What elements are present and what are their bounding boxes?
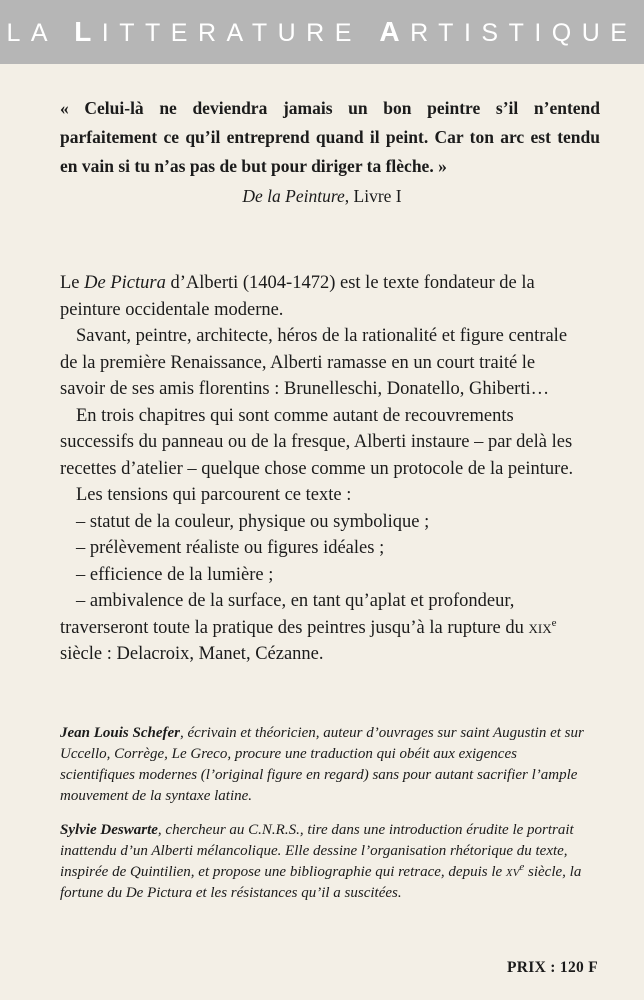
paragraph-chapitres: En trois chapitres qui sont comme autant de recouvrements successifs du panneau ou de la fresque, Alberti instaure – par delà les recettes d’atelier – quelque chose comme un protocole de la peinture. <box>60 405 574 479</box>
epigraph-source: De la Peinture, Livre I <box>242 186 402 206</box>
epigraph-quote: « Celui-là ne deviendra jamais un bon peintre s’il n’entend parfaitement ce qu’il entreprend quand il peint. Car ton arc est tendu en vain si tu n’as pas de but pour diriger ta flèche. » <box>60 98 600 176</box>
paragraph-conclusion: traverseront toute la pratique des peintres jusqu’à la rupture du xix$^e$ siècle : Delacroix, Manet, Cézanne. <box>60 616 557 664</box>
editor-credit: Sylvie Deswarte, chercheur au C.N.R.S., tire dans une introduction érudite le portrait inattendu d’un Alberti mélancolique. Elle dessine l’organisation rhétorique du texte, inspirée de Quintilien, et propose une bibliographie qui retrace, depuis le $xv^e$ siècle, la fortune du De Pictura et les résistances qu’il a suscitées. <box>60 822 582 901</box>
paragraph-intro: Le De Pictura d’Alberti (1404-1472) est le texte fondateur de la peinture occidentale moderne. <box>60 273 535 320</box>
list-item: – ambivalence de la surface, en tant qu’aplat et profondeur, <box>76 591 515 611</box>
back-cover-text <box>60 270 580 668</box>
price-label: PRIX : 120 F <box>507 959 598 976</box>
series-title: LA LITTERATURE ARTISTIQUE <box>6 16 638 47</box>
paragraph-tensions: Les tensions qui parcourent ce texte : <box>76 485 352 505</box>
list-item: – efficience de la lumière ; <box>76 564 274 585</box>
translator-credit: Jean Louis Schefer, écrivain et théoricien, auteur d’ouvrages sur saint Augustin et sur Uccello, Corrège, Le Greco, procure une traduction qui obéit aux exigences scientifiques modernes (l’original figure en regard) sans pour autant sacrifier l’ample mouvement de la syntaxe latine. <box>60 725 584 804</box>
list-item: – statut de la couleur, physique ou symbolique ; <box>76 511 430 532</box>
series-banner <box>0 0 644 64</box>
list-item: – prélèvement réaliste ou figures idéales ; <box>76 538 385 558</box>
paragraph-savant: Savant, peintre, architecte, héros de la rationalité et figure centrale de la première Renaissance, Alberti ramasse en un court traité le savoir de ses amis florentins : Brunelleschi, Donatello, Ghiberti… <box>60 326 568 399</box>
